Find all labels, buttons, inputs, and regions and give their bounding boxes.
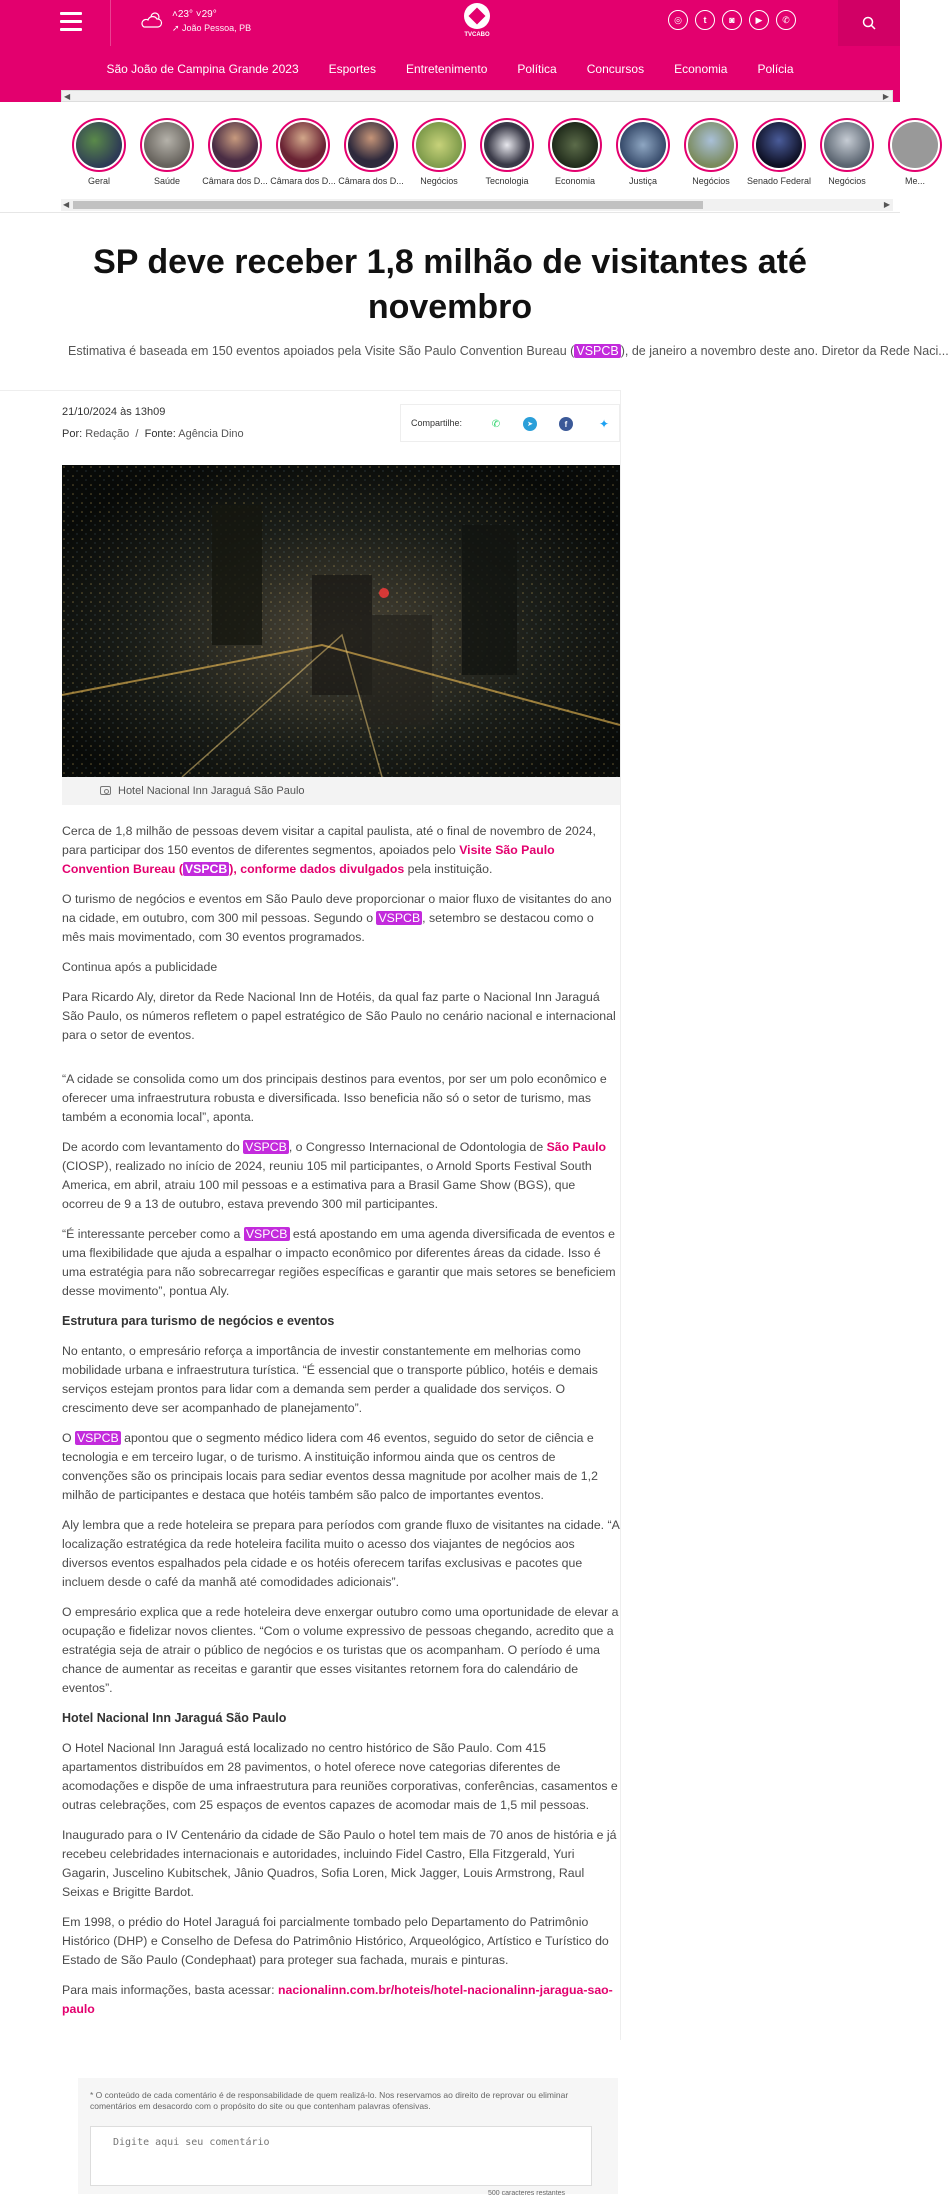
image-caption bbox=[62, 777, 620, 805]
weather-temps: ˄23° ˅29° bbox=[172, 9, 217, 20]
category-item[interactable] bbox=[541, 118, 609, 186]
paragraph bbox=[62, 890, 620, 947]
paragraph: Para Ricardo Aly, diretor da Rede Nacional Inn de Hotéis, da qual faz parte o Nacional Inn Jaraguá São Paulo, os números refletem o papel estratégico de São Paulo no cenário nacional e internacional para o setor de eventos. bbox=[62, 990, 616, 1042]
telegram-share-icon[interactable]: ➤ bbox=[523, 417, 537, 431]
category-label: Negócios bbox=[692, 176, 730, 186]
share-box bbox=[400, 404, 620, 442]
category-carousel bbox=[65, 118, 925, 194]
scroll-right-icon[interactable]: ▶ bbox=[883, 200, 890, 209]
category-item[interactable] bbox=[337, 118, 405, 186]
subtitle-text: ), de janeiro a novembro deste ano. Diretor da Rede Naci... bbox=[620, 344, 949, 358]
divider bbox=[0, 212, 900, 213]
category-item[interactable] bbox=[405, 118, 473, 186]
youtube-icon[interactable]: ▶ bbox=[749, 10, 769, 30]
category-thumb bbox=[684, 118, 738, 172]
text: apontou que o segmento médico lidera com 46 eventos, seguido do setor de ciência e tecnologia e em terceiro lugar, o de turismo. A instituição informou ainda que os centros de convenções são os principais locais para sediar eventos dessa magnitude por acolher mais de 1,2 milhão de participantes e destaca que hotéis também são palco de importantes eventos. bbox=[62, 1431, 598, 1502]
category-label: Geral bbox=[87, 176, 110, 186]
category-item[interactable] bbox=[609, 118, 677, 186]
nav-link-politica[interactable]: Política bbox=[517, 62, 557, 76]
scroll-left-icon[interactable]: ◀ bbox=[63, 200, 70, 209]
paragraph bbox=[62, 1225, 620, 1301]
category-item[interactable] bbox=[201, 118, 269, 186]
spacer bbox=[62, 1056, 620, 1070]
weather-city-name: João Pessoa, PB bbox=[182, 23, 252, 33]
text: , o Congresso Internacional de Odontologia de bbox=[288, 1140, 547, 1154]
category-thumb bbox=[140, 118, 194, 172]
scroll-left-icon[interactable]: ◀ bbox=[64, 92, 71, 101]
divider bbox=[0, 390, 620, 391]
category-thumb bbox=[72, 118, 126, 172]
category-thumb bbox=[480, 118, 534, 172]
text: O turismo de negócios e eventos em São Paulo deve proporcionar o maior fluxo de visitantes do ano na cidade, em outubro, com 300 mil pessoas. Segundo o bbox=[62, 892, 612, 925]
top-bar bbox=[0, 0, 900, 46]
category-thumb bbox=[548, 118, 602, 172]
category-thumb bbox=[820, 118, 874, 172]
category-thumb bbox=[752, 118, 806, 172]
category-item[interactable] bbox=[745, 118, 813, 186]
highlight-term: VSPCB bbox=[245, 1140, 287, 1154]
category-item[interactable] bbox=[269, 118, 337, 186]
article-date: 21/10/2024 às 13h09 bbox=[62, 406, 166, 418]
category-thumb bbox=[616, 118, 670, 172]
article-image bbox=[62, 465, 620, 777]
facebook-share-icon[interactable]: f bbox=[559, 417, 573, 431]
divider bbox=[110, 0, 111, 46]
logo-mark bbox=[464, 3, 490, 29]
article-title: SP deve receber 1,8 milhão de visitantes até novembro bbox=[93, 243, 807, 326]
text: pela instituição. bbox=[404, 862, 493, 876]
text: De acordo com levantamento do bbox=[62, 1140, 244, 1154]
highlight-term[interactable]: VSPCB bbox=[184, 862, 228, 876]
text: (CIOSP), realizado no início de 2024, reuniu 105 mil participantes, o Arnold Sports Festival South America, em abril, atraiu 100 mil pessoas e a estimativa para a Brasil Game Show (BGS), que ocorreu de 9 a 13 de outubro, estava prevendo 300 mil participantes. bbox=[62, 1159, 592, 1211]
paragraph: “A cidade se consolida como um dos principais destinos para eventos, por ser um polo econômico e oferecer uma infraestrutura robusta e diversificada. Isso beneficia não só o setor de turismo, mas também a economia local”, aponta. bbox=[62, 1072, 607, 1124]
highlight-term: VSPCB bbox=[76, 1431, 119, 1445]
paragraph bbox=[62, 1981, 620, 2019]
column-divider bbox=[620, 390, 621, 2040]
text: “É interessante perceber como a bbox=[62, 1227, 244, 1241]
scroll-right-icon[interactable]: ▶ bbox=[882, 92, 889, 101]
category-label: Negócios bbox=[828, 176, 866, 186]
logo-text: TVCABO bbox=[464, 32, 490, 38]
nav-link-economia[interactable]: Economia bbox=[674, 62, 728, 76]
nav-scrollbar[interactable] bbox=[61, 90, 893, 102]
whatsapp-share-icon[interactable]: ✆ bbox=[491, 418, 501, 430]
category-label: Justiça bbox=[628, 176, 657, 186]
social-links bbox=[668, 10, 796, 30]
section-heading: Estrutura para turismo de negócios e eventos bbox=[62, 1314, 335, 1328]
site-logo[interactable] bbox=[460, 3, 494, 43]
category-item[interactable] bbox=[881, 118, 949, 186]
link-sao-paulo[interactable]: São Paulo bbox=[546, 1140, 607, 1154]
category-item[interactable] bbox=[133, 118, 201, 186]
category-label: Me... bbox=[904, 176, 925, 186]
category-thumb bbox=[344, 118, 398, 172]
nav-link-sao-joao[interactable]: São João de Campina Grande 2023 bbox=[106, 62, 299, 76]
paragraph: No entanto, o empresário reforça a importância de investir constantemente em melhorias como mobilidade urbana e infraestrutura turística. “É essencial que o transporte público, hotéis e demais serviços estejam prontos para lidar com a demanda sem perder a qualidade dos serviços. O crescimento deve ser acompanhado de planejamento”. bbox=[62, 1344, 598, 1415]
article-body bbox=[62, 822, 620, 2030]
weather-city: ➚ João Pessoa, PB bbox=[172, 23, 252, 33]
link-nacionalinn[interactable]: nacionalinn.com.br/hoteis/hotel-nacionalinn-jaragua-sao-paulo bbox=[62, 1983, 613, 2016]
comments-section bbox=[78, 2078, 618, 2197]
category-thumb bbox=[412, 118, 466, 172]
instagram-icon[interactable]: ◙ bbox=[722, 10, 742, 30]
article-subtitle bbox=[68, 344, 949, 358]
highlight-term: VSPCB bbox=[576, 344, 619, 358]
caption-text: Hotel Nacional Inn Jaraguá São Paulo bbox=[118, 785, 305, 797]
article-byline bbox=[62, 428, 244, 440]
paragraph: O empresário explica que a rede hoteleira deve enxergar outubro como uma oportunidade de elevar a ocupação e fidelizar novos clientes. “Com o volume expressivo de pessoas chegando, acredito que a estratégia seja de atrair o público de negócios e os turistas que os acompanham. O período é uma chance de aumentar as receitas e garantir que esses visitantes retornem fora do calendário de eventos”. bbox=[62, 1605, 619, 1695]
cloud-sun-icon bbox=[140, 11, 164, 29]
scrollbar-thumb[interactable] bbox=[73, 201, 703, 209]
category-item[interactable] bbox=[813, 118, 881, 186]
menu-icon[interactable] bbox=[60, 12, 82, 32]
category-scrollbar[interactable] bbox=[61, 199, 893, 211]
category-label: Saúde bbox=[153, 176, 181, 186]
whatsapp-icon[interactable]: ✆ bbox=[776, 10, 796, 30]
category-item[interactable] bbox=[65, 118, 133, 186]
text: está apostando em uma agenda diversificada de eventos e uma flexibilidade que ajuda a espalhar o impacto econômico por diferentes áreas da cidade. Isso é uma estratégia para não sobrecarregar regiões específicas e garantir que mais setores se beneficiem desse movimento”, pontua Aly. bbox=[62, 1227, 616, 1298]
ad-notice: Continua após a publicidade bbox=[62, 960, 218, 974]
paragraph: Aly lembra que a rede hoteleira se prepara para períodos com grande fluxo de visitantes na cidade. “A localização estratégica da rede hoteleira facilita muito o acesso dos viajantes de negócios aos diversos eventos espalhados pela cidade e os hotéis oferecem tarifas exclusivas e pacotes que incluem desde o café da manhã até comodidades adicionais”. bbox=[62, 1518, 620, 1589]
char-counter: 500 caracteres restantes bbox=[488, 2190, 566, 2197]
text: Para mais informações, basta acessar: bbox=[62, 1983, 278, 1997]
text: Cerca de 1,8 milhão de pessoas devem visitar a capital paulista, até o final de novembro de 2024, para participar dos 150 eventos de diferentes segmentos, apoiados pelo bbox=[62, 824, 596, 857]
instagram-icon[interactable]: ◎ bbox=[668, 10, 688, 30]
comments-disclaimer: * O conteúdo de cada comentário é de responsabilidade de quem realizá-lo. Nos reservamos ao direito de reprovar ou eliminar comentários em desacordo com o propósito do site ou que contenham palavras ofensivas. bbox=[90, 2090, 569, 2111]
paragraph bbox=[62, 822, 620, 879]
category-label: Senado Federal bbox=[746, 176, 812, 186]
category-label: Câmara dos D... bbox=[338, 176, 404, 186]
nav-link-entretenimento[interactable]: Entretenimento bbox=[405, 62, 488, 76]
category-item[interactable] bbox=[473, 118, 541, 186]
twitter-icon[interactable]: t bbox=[695, 10, 715, 30]
section-heading: Hotel Nacional Inn Jaraguá São Paulo bbox=[62, 1711, 287, 1725]
highlight-term: VSPCB bbox=[245, 1227, 288, 1241]
paragraph: Inaugurado para o IV Centenário da cidade de São Paulo o hotel tem mais de 70 anos de história e já recebeu celebridades internacionais e autoridades, incluindo Fidel Castro, Ella Fitzgerald, Yuri Gagarin, Juscelino Kubitschek, Jânio Quadros, Sofia Loren, Mick Jagger, Louis Armstrong, Raul Seixas e Brigitte Bardot. bbox=[62, 1828, 617, 1899]
nav-link-esportes[interactable]: Esportes bbox=[328, 62, 376, 76]
link-text[interactable]: ), conforme dados divulgados bbox=[229, 862, 405, 876]
paragraph: O Hotel Nacional Inn Jaraguá está localizado no centro histórico de São Paulo. Com 415 apartamentos distribuídos em 28 pavimentos, o hotel oferece nove categorias diferentes de acomodações e dispõe de uma infraestrutura para reuniões corporativas, conferências, casamentos e outras celebrações, com 25 espaços de eventos capazes de acomodar mais de 1,5 mil pessoas. bbox=[62, 1741, 618, 1812]
search-button[interactable] bbox=[838, 0, 900, 46]
comment-input[interactable] bbox=[90, 2126, 592, 2186]
paragraph: Em 1998, o prédio do Hotel Jaraguá foi parcialmente tombado pelo Departamento do Patrimônio Histórico (DHP) e Conselho de Defesa do Patrimônio Histórico, Arqueológico, Artístico e Turístico do Estado de São Paulo (Condephaat) para proteger sua fachada, murais e pinturas. bbox=[62, 1915, 609, 1967]
author-value: Redação bbox=[85, 428, 130, 440]
highlight-term: VSPCB bbox=[378, 911, 421, 925]
category-label: Economia bbox=[554, 176, 596, 186]
category-label: Câmara dos D... bbox=[270, 176, 336, 186]
twitter-share-icon[interactable]: ✦ bbox=[598, 417, 610, 431]
nav-link-policia[interactable]: Polícia bbox=[757, 62, 794, 76]
category-label: Câmara dos D... bbox=[202, 176, 268, 186]
category-thumb bbox=[208, 118, 262, 172]
share-label: Compartilhe: bbox=[411, 418, 463, 428]
nav-links bbox=[0, 62, 900, 76]
source-value: Agência Dino bbox=[178, 428, 244, 440]
subtitle-text: Estimativa é baseada em 150 eventos apoiados pela Visite São Paulo Convention Bureau ( bbox=[68, 344, 575, 358]
category-label: Tecnologia bbox=[485, 176, 529, 186]
category-item[interactable] bbox=[677, 118, 745, 186]
source-label: Fonte: bbox=[144, 428, 176, 440]
nav-link-concursos[interactable]: Concursos bbox=[586, 62, 645, 76]
author-label: Por: bbox=[62, 428, 83, 440]
byline-separator: / bbox=[132, 428, 142, 440]
category-thumb bbox=[276, 118, 330, 172]
paragraph bbox=[62, 1429, 620, 1505]
search-icon bbox=[862, 16, 876, 30]
category-thumb bbox=[888, 118, 942, 172]
camera-icon bbox=[100, 786, 111, 795]
category-label: Negócios bbox=[420, 176, 458, 186]
city-night-photo bbox=[62, 465, 620, 777]
text: O bbox=[62, 1431, 75, 1445]
paragraph bbox=[62, 1138, 620, 1214]
text: , setembro se destacou como o mês mais movimentado, com 30 eventos programados. bbox=[62, 911, 594, 944]
link-text[interactable]: Visite São Paulo Convention Bureau ( bbox=[62, 843, 555, 876]
